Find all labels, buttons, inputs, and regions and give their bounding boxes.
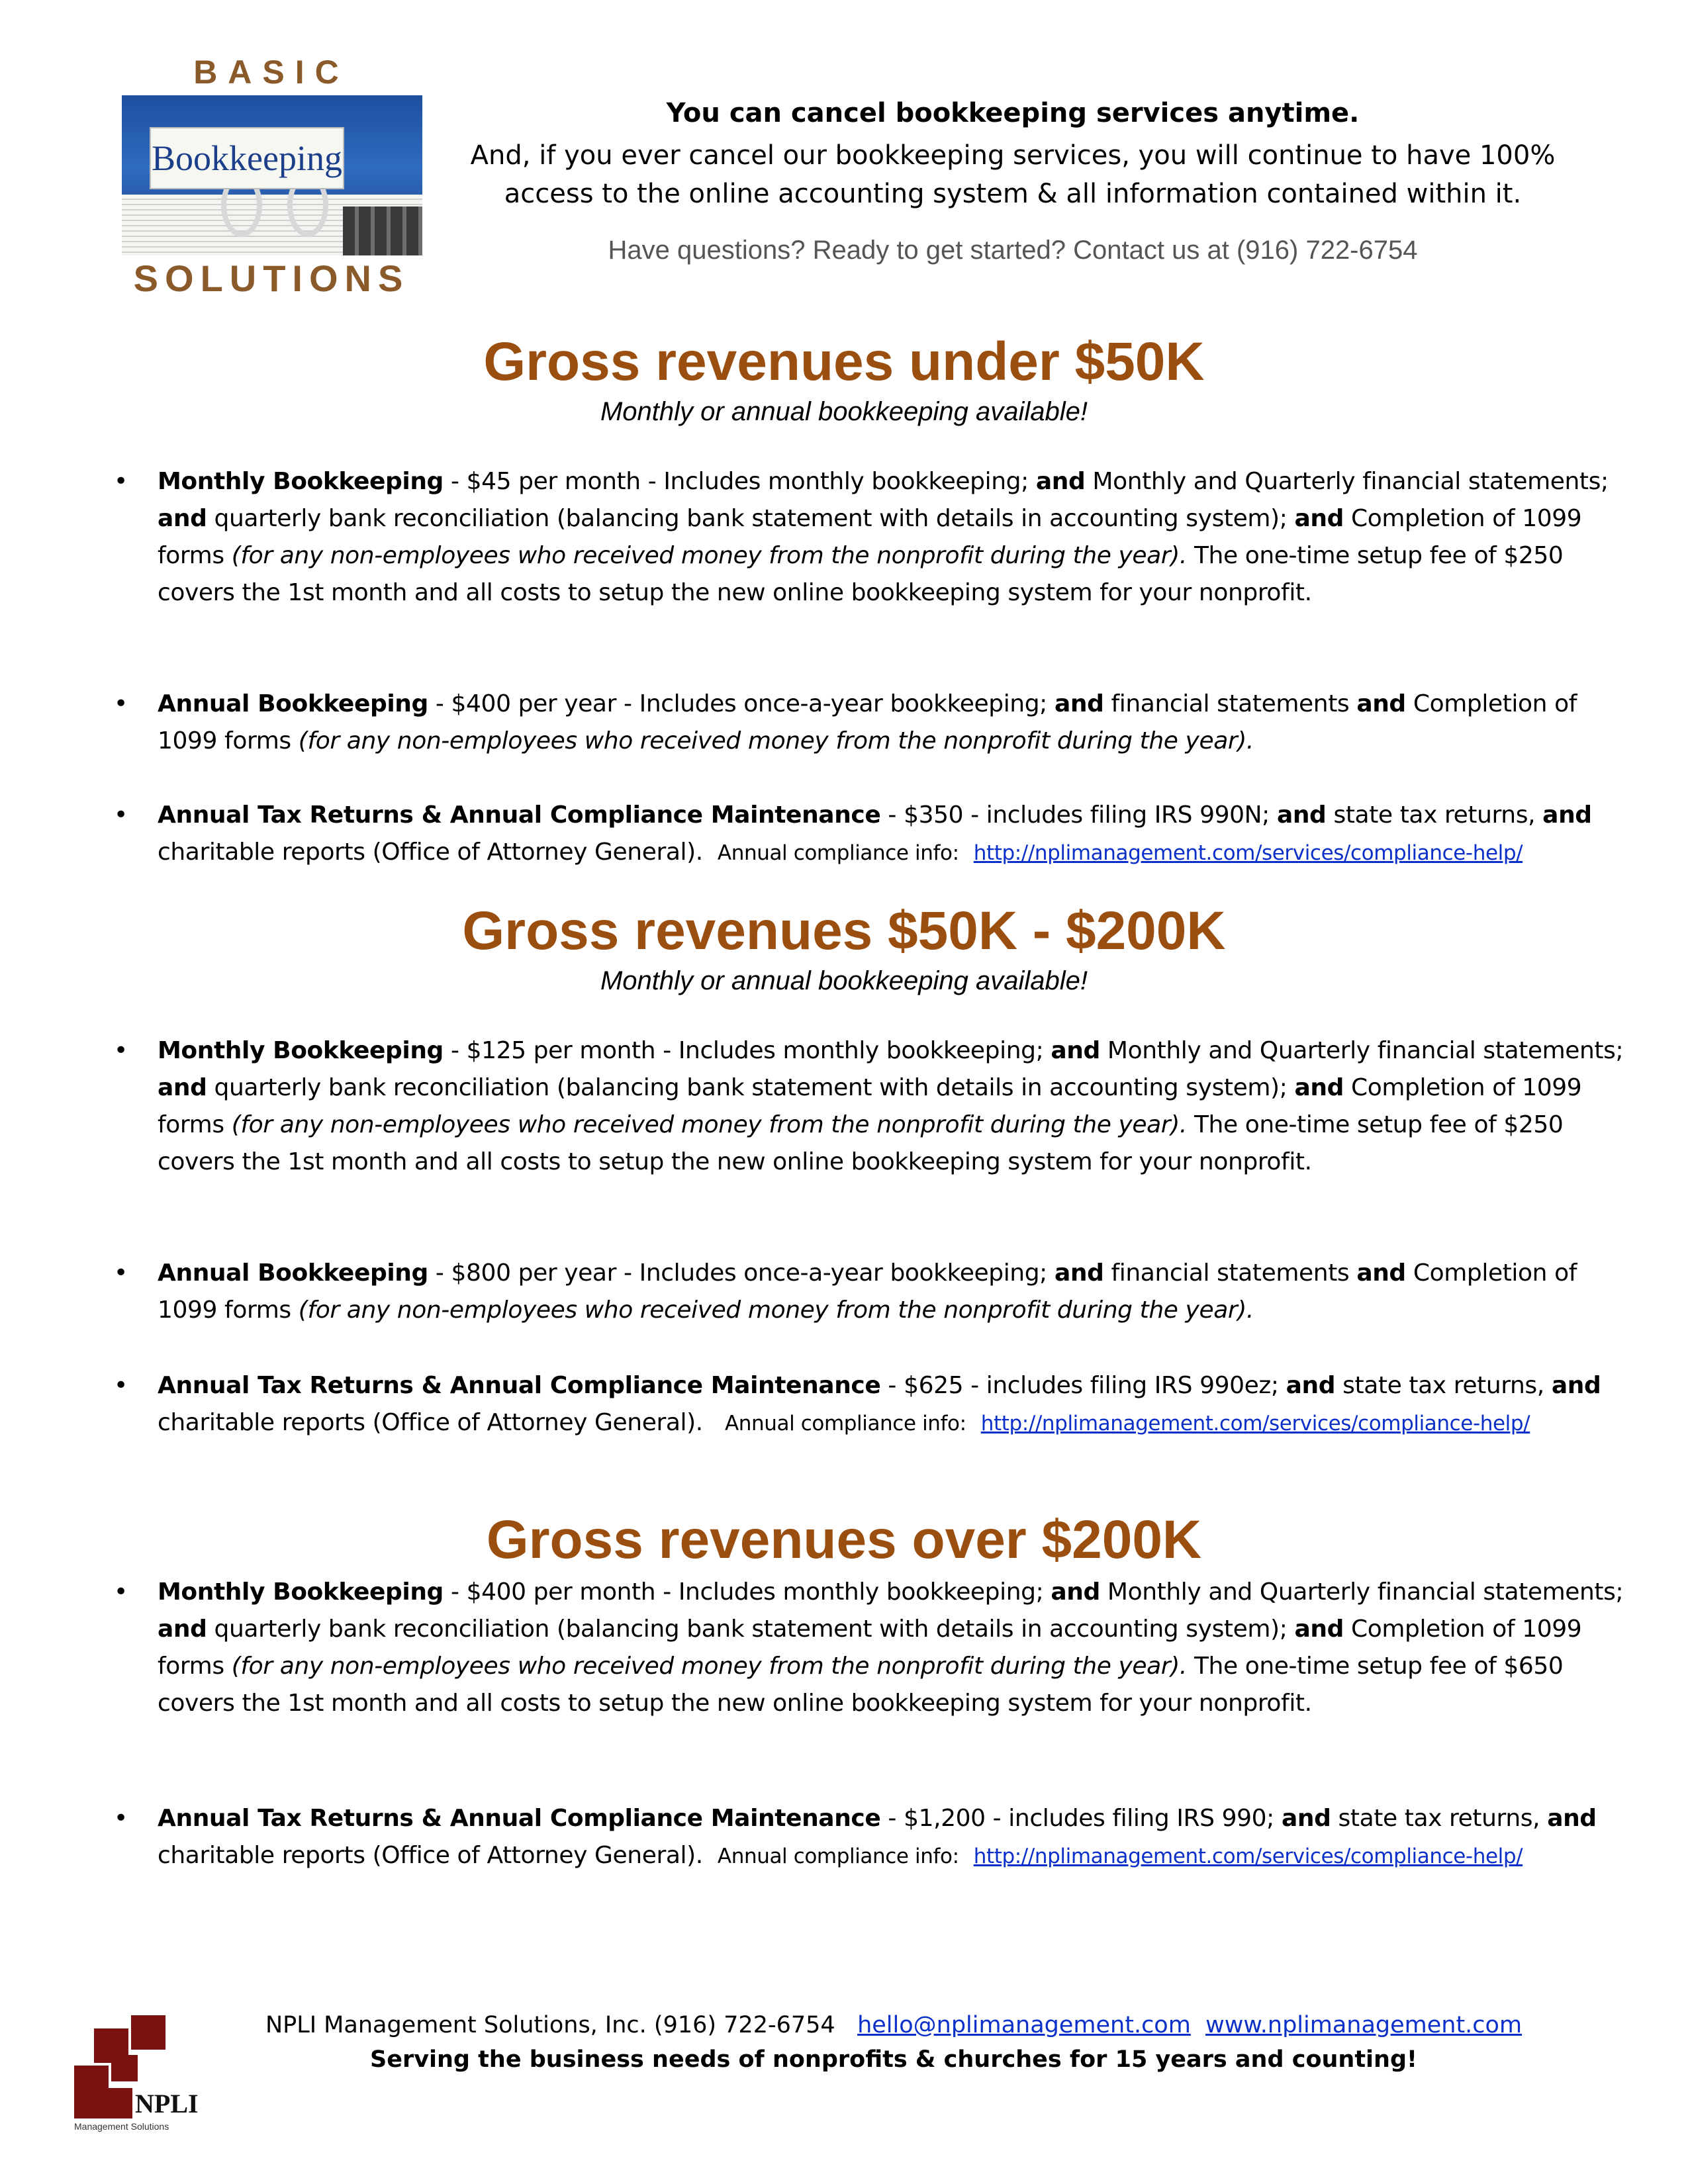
item-text: - $350 - includes filing IRS 990N; [880,801,1277,829]
and-text: and [1356,1259,1406,1287]
header-cancel-notice: You can cancel bookkeeping services anytime. [666,98,1360,128]
bullet-icon: • [114,1805,128,1832]
item-note: (for any non-employees who received money from the nonprofit during the year). [231,1111,1187,1138]
section-subtitle: Monthly or annual bookkeeping available! [600,966,1088,995]
npli-logo [74,2015,200,2134]
list-item-annual-bookkeeping [114,1255,1627,1329]
compliance-link[interactable]: http://nplimanagement.com/services/compliance-help/ [980,1412,1530,1435]
compliance-label: Annual compliance info: [717,1844,959,1868]
item-text: Monthly and Quarterly financial statements; [1100,1037,1624,1064]
header-access-line-1: And, if you ever cancel our bookkeeping services, you will continue to have 100% [470,140,1556,171]
and-text: and [1294,1615,1344,1643]
item-text: Completion of 1099 forms [158,690,1577,754]
item-text: - $400 per year - Includes once-a-year bookkeeping; [428,690,1055,717]
item-text: - $45 per month - Includes monthly bookkeeping; [443,468,1036,495]
and-text: and [1356,690,1406,717]
bullet-icon: • [114,690,128,717]
item-text: The one-time setup fee of $250 covers the 1st month and all costs to setup the new online bookkeeping system for your nonprofit. [158,542,1564,606]
item-text: Monthly and Quarterly financial statements; [1085,468,1609,495]
item-text: charitable reports (Office of Attorney General). [158,1409,703,1436]
item-text: Completion of 1099 forms [158,1074,1582,1138]
compliance-link[interactable]: http://nplimanagement.com/services/compliance-help/ [973,841,1523,865]
item-text: quarterly bank reconciliation (balancing bank statement with details in accounting system); [207,505,1295,532]
and-text: and [1051,1037,1100,1064]
and-text: and [158,1615,207,1643]
item-text: state tax returns, [1326,801,1543,829]
and-text: and [158,1074,207,1101]
item-text: - $125 per month - Includes monthly bookkeeping; [443,1037,1051,1064]
item-note: (for any non-employees who received money from the nonprofit during the year). [231,1653,1187,1680]
item-text: Monthly and Quarterly financial statements; [1100,1578,1624,1606]
section-title-over-200k: Gross revenues over $200K [486,1510,1202,1570]
item-note: (for any non-employees who received money from the nonprofit during the year). [298,727,1254,754]
item-name: Monthly Bookkeeping [158,1578,444,1606]
item-text: - $1,200 - includes filing IRS 990; [880,1805,1282,1832]
npli-logo-subtext: Management Solutions [74,2121,169,2132]
item-text: quarterly bank reconciliation (balancing bank statement with details in accounting system); [207,1074,1295,1101]
section-title-under-50k: Gross revenues under $50K [483,332,1205,392]
list-item-annual-tax-returns [114,1367,1627,1442]
list-item-monthly-bookkeeping [114,1574,1627,1722]
and-text: and [1054,1259,1104,1287]
item-text: The one-time setup fee of $250 covers the 1st month and all costs to setup the new online bookkeeping system for your nonprofit. [158,1111,1564,1175]
item-name: Monthly Bookkeeping [158,1037,444,1064]
and-text: and [158,505,207,532]
and-text: and [1286,1372,1336,1399]
item-name: Annual Bookkeeping [158,1259,428,1287]
and-text: and [1054,690,1104,717]
item-text: - $625 - includes filing IRS 990ez; [880,1372,1286,1399]
list-item-monthly-bookkeeping [114,463,1627,612]
list-item-annual-tax-returns [114,797,1627,872]
bullet-icon: • [114,1372,128,1399]
bullet-icon: • [114,1578,128,1606]
item-text: - $800 per year - Includes once-a-year bookkeeping; [428,1259,1055,1287]
and-text: and [1281,1805,1331,1832]
item-text: charitable reports (Office of Attorney General). [158,1842,703,1869]
item-text: financial statements [1103,1259,1357,1287]
compliance-link[interactable]: http://nplimanagement.com/services/compliance-help/ [973,1844,1523,1868]
bullet-icon: • [114,801,128,829]
and-text: and [1051,1578,1100,1606]
and-text: and [1276,801,1327,829]
item-text: financial statements [1103,690,1357,717]
logo-binder-image [122,95,422,255]
item-note: (for any non-employees who received money from the nonprofit during the year). [298,1297,1254,1324]
item-text: Completion of 1099 forms [158,1615,1582,1680]
basic-bookkeeping-logo [119,53,424,298]
and-text: and [1294,1074,1344,1101]
footer-company: NPLI Management Solutions, Inc. (916) 722-6754 [265,2012,835,2038]
header-contact: Have questions? Ready to get started? Contact us at (916) 722-6754 [608,236,1418,265]
bullet-icon: • [114,1259,128,1287]
footer-contact-line [199,2012,1589,2038]
item-name: Annual Tax Returns & Annual Compliance Maintenance [158,1805,881,1832]
item-name: Annual Bookkeeping [158,690,428,717]
logo-square [131,2015,165,2050]
item-text: Completion of 1099 forms [158,505,1582,569]
calculator-icon [343,206,422,255]
and-text: and [1547,1805,1597,1832]
logo-square [74,2088,132,2118]
item-text: state tax returns, [1331,1805,1548,1832]
footer-tagline: Serving the business needs of nonprofits & churches for 15 years and counting! [370,2046,1417,2073]
npli-logo-text: NPLI [135,2089,199,2118]
bullet-icon: • [114,468,128,495]
list-item-monthly-bookkeeping [114,1032,1627,1181]
compliance-label: Annual compliance info: [724,1412,966,1435]
header-access-line-2: access to the online accounting system & all information contained within it. [504,179,1522,209]
and-text: and [1035,468,1086,495]
item-name: Annual Tax Returns & Annual Compliance Maintenance [158,1372,881,1399]
logo-square [111,2055,138,2081]
header-access-notice [463,136,1562,213]
item-text: state tax returns, [1335,1372,1552,1399]
compliance-label: Annual compliance info: [717,841,959,865]
item-text: charitable reports (Office of Attorney General). [158,839,703,866]
logo-label: Bookkeeping [150,127,344,189]
footer-website-link[interactable]: www.nplimanagement.com [1205,2012,1523,2038]
item-text: quarterly bank reconciliation (balancing bank statement with details in accounting system); [207,1615,1295,1643]
list-item-annual-tax-returns [114,1800,1627,1875]
section-title-50k-200k: Gross revenues $50K - $200K [462,901,1226,961]
footer-email-link[interactable]: hello@nplimanagement.com [857,2012,1191,2038]
item-name: Monthly Bookkeeping [158,468,444,495]
logo-bottom-word: SOLUTIONS [133,257,410,299]
item-text: - $400 per month - Includes monthly bookkeeping; [443,1578,1051,1606]
item-text: The one-time setup fee of $650 covers the 1st month and all costs to setup the new online bookkeeping system for your nonprofit. [158,1653,1564,1717]
and-text: and [1542,801,1592,829]
section-subtitle: Monthly or annual bookkeeping available! [600,397,1088,426]
logo-top-word: BASIC [193,54,350,91]
and-text: and [1294,505,1344,532]
bullet-icon: • [114,1037,128,1064]
list-item-annual-bookkeeping [114,686,1627,760]
and-text: and [1551,1372,1601,1399]
item-note: (for any non-employees who received money from the nonprofit during the year). [231,542,1187,569]
item-name: Annual Tax Returns & Annual Compliance Maintenance [158,801,881,829]
item-text: Completion of 1099 forms [158,1259,1577,1324]
